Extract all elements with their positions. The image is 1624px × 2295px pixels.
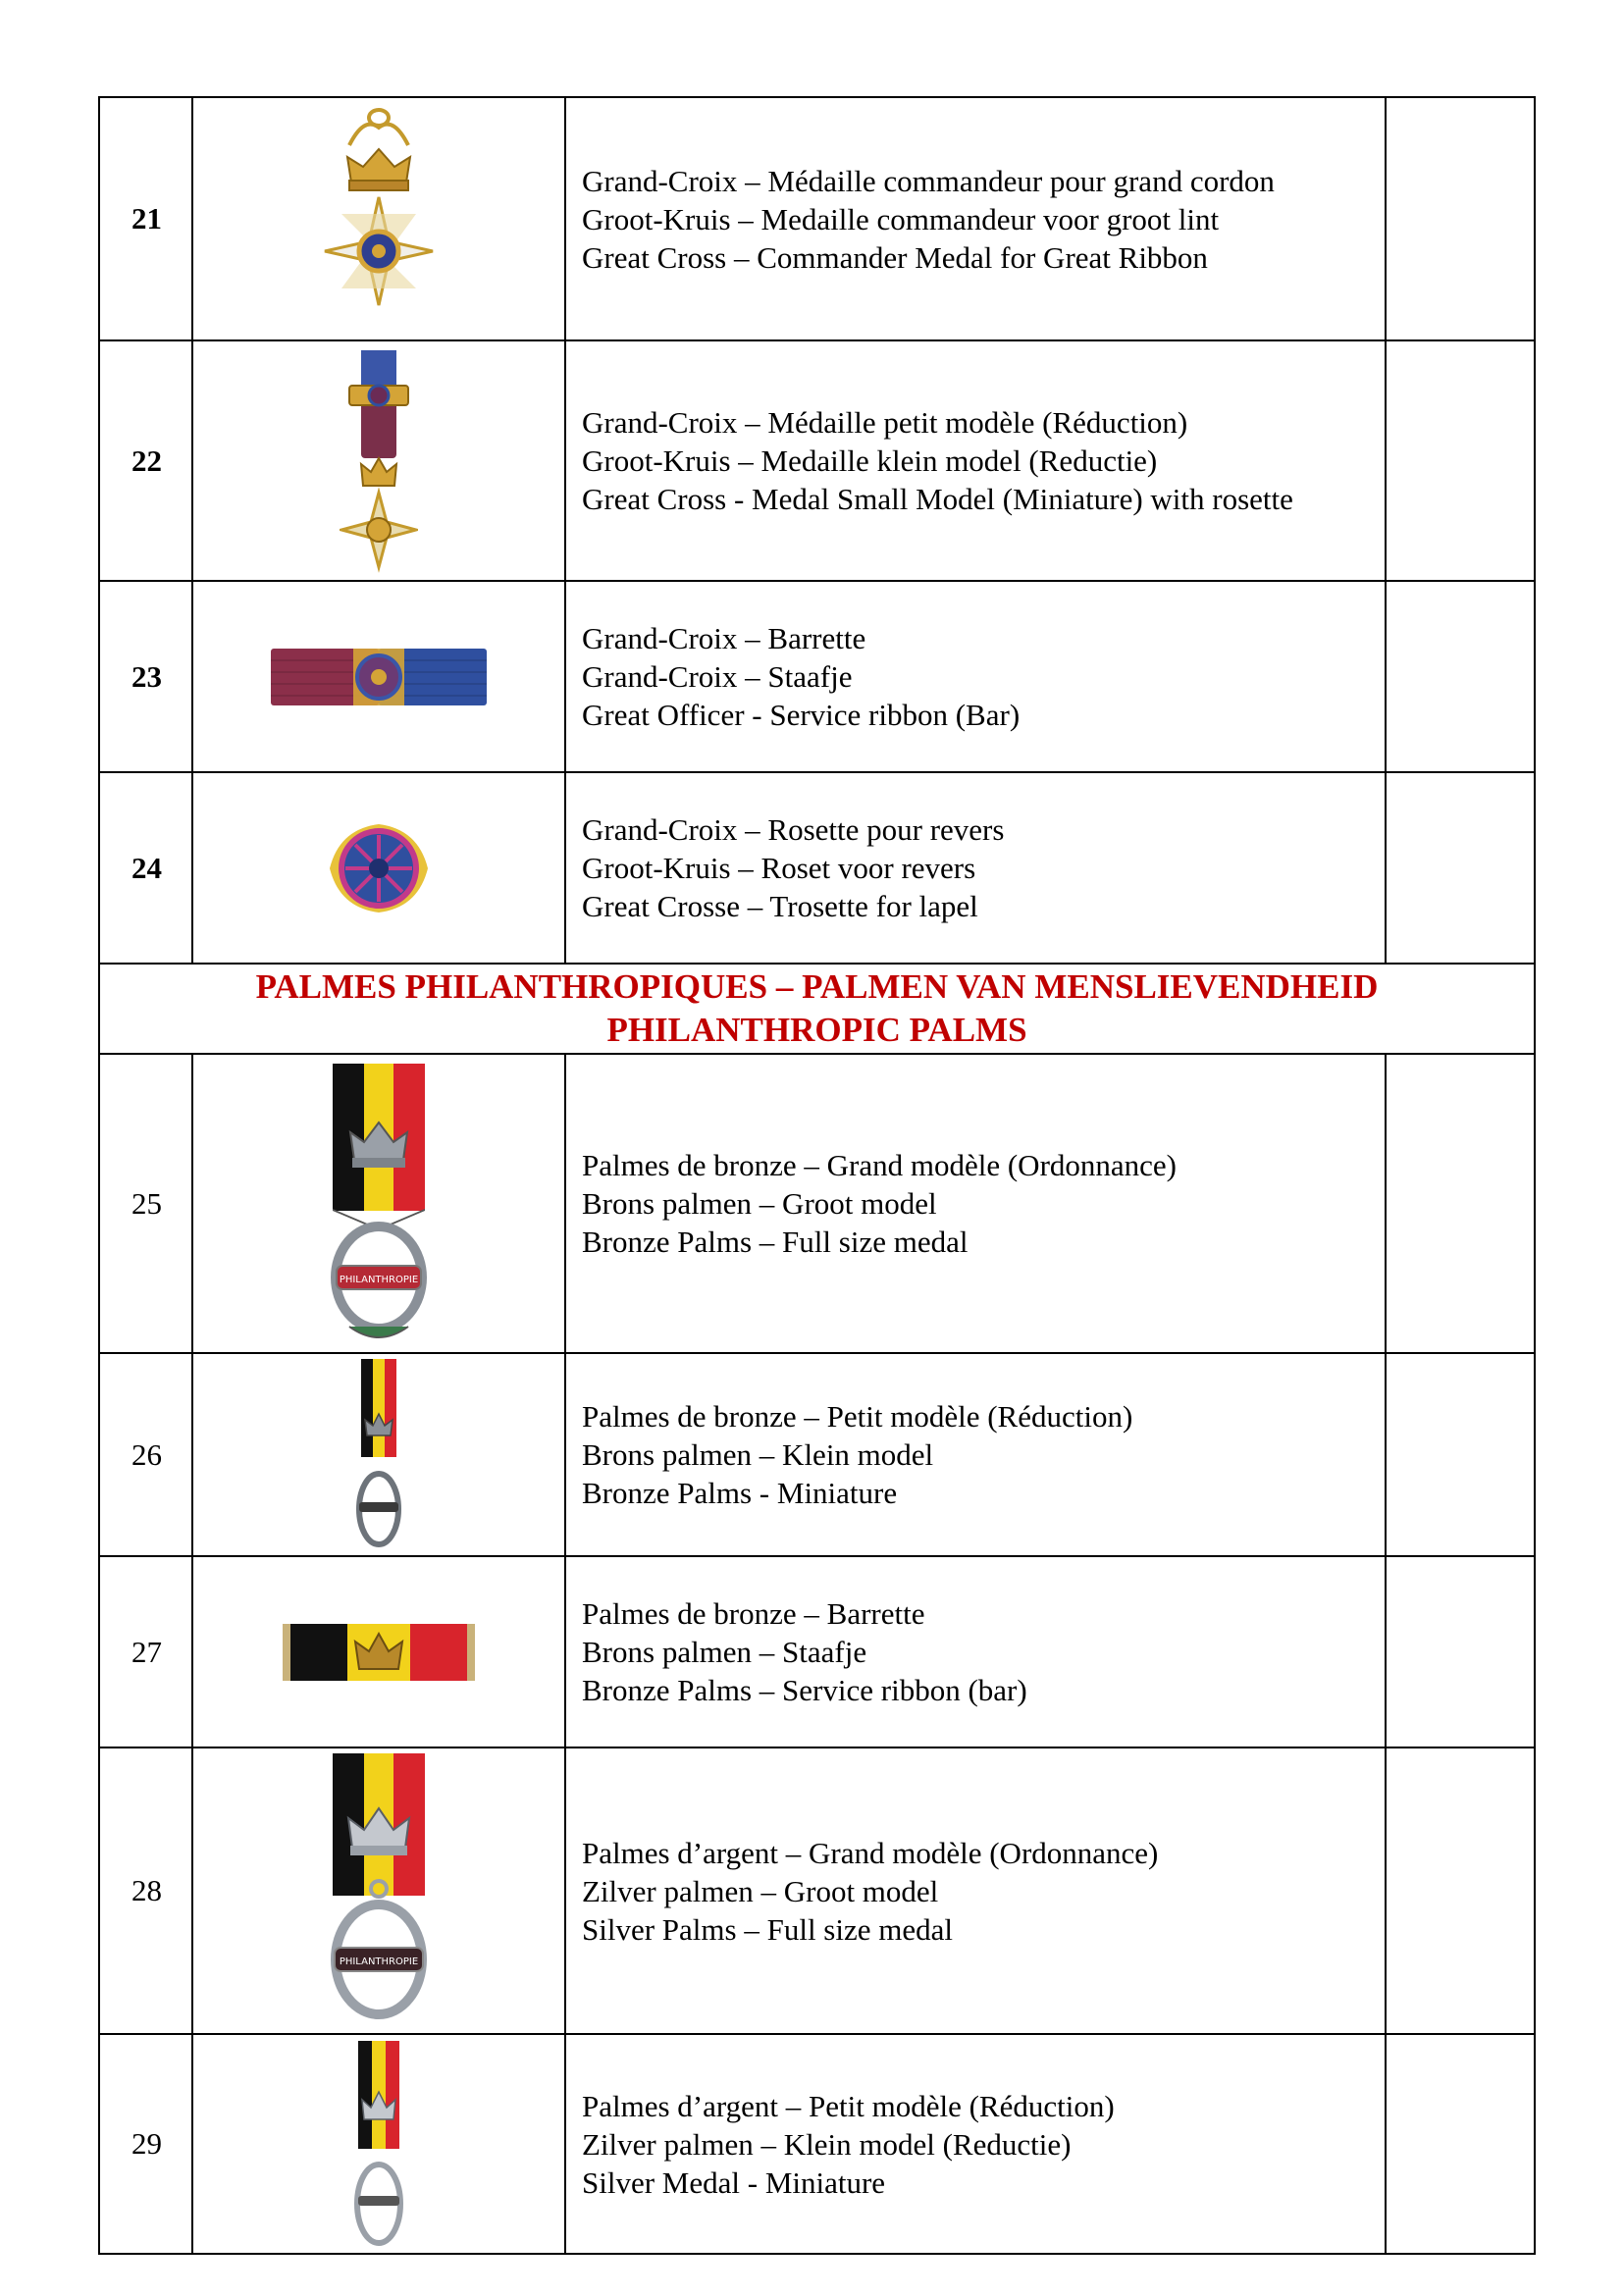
empty-cell [1387, 1748, 1534, 2033]
row-number: 26 [100, 1354, 193, 1555]
row-number: 23 [100, 582, 193, 771]
description-nl: Groot-Kruis – Medaille commandeur voor groot lint [582, 201, 1220, 236]
row-number: 24 [100, 773, 193, 963]
table-row [100, 341, 1534, 582]
description [566, 1748, 1387, 2033]
description [566, 2035, 1387, 2253]
bronze-palms-full-size-medal-icon [193, 1055, 566, 1352]
description-fr: Grand-Croix – Médaille petit modèle (Réduction) [582, 405, 1188, 440]
description-fr: Palmes d’argent – Petit modèle (Réduction) [582, 2088, 1115, 2123]
description-nl: Groot-Kruis – Medaille klein model (Reductie) [582, 443, 1158, 478]
empty-cell [1387, 773, 1534, 963]
row-number: 27 [100, 1557, 193, 1747]
description-nl: Brons palmen – Staafje [582, 1635, 867, 1669]
table-row [100, 773, 1534, 965]
section-heading-line2: PHILANTHROPIC PALMS [606, 1011, 1027, 1049]
description-en: Bronze Palms – Service ribbon (bar) [582, 1673, 1027, 1707]
table-row [100, 98, 1534, 341]
table-row [100, 2035, 1534, 2253]
description [566, 98, 1387, 339]
grand-cross-lapel-rosette-icon [193, 773, 566, 963]
description [566, 341, 1387, 580]
description-fr: Grand-Croix – Médaille commandeur pour grand cordon [582, 163, 1275, 198]
empty-cell [1387, 1354, 1534, 1555]
description [566, 1557, 1387, 1747]
empty-cell [1387, 2035, 1534, 2253]
section-heading [100, 965, 1534, 1055]
empty-cell [1387, 98, 1534, 339]
description-nl: Groot-Kruis – Roset voor revers [582, 851, 976, 885]
grand-cross-ribbon-bar-icon [193, 582, 566, 771]
description-nl: Zilver palmen – Groot model [582, 1873, 939, 1908]
row-number: 25 [100, 1055, 193, 1352]
silver-palms-miniature-medal-icon [193, 2035, 566, 2253]
section-heading-line1: PALMES PHILANTHROPIQUES – PALMEN VAN MENSLIEVENDHEID [255, 967, 1379, 1006]
description-fr: Palmes de bronze – Barrette [582, 1596, 925, 1631]
description-fr: Palmes de bronze – Petit modèle (Réduction) [582, 1399, 1133, 1434]
description [566, 1354, 1387, 1555]
description-en: Silver Palms – Full size medal [582, 1911, 953, 1947]
description-nl: Zilver palmen – Klein model (Reductie) [582, 2126, 1072, 2162]
empty-cell [1387, 1055, 1534, 1352]
table-row [100, 582, 1534, 773]
table-row [100, 1557, 1534, 1748]
description-fr: Grand-Croix – Barrette [582, 621, 866, 655]
empty-cell [1387, 1557, 1534, 1747]
description-nl: Brons palmen – Klein model [582, 1437, 934, 1472]
grand-cross-miniature-medal-icon [193, 341, 566, 580]
description-en: Great Crosse – Trosette for lapel [582, 889, 978, 923]
silver-palms-full-size-medal-icon [193, 1748, 566, 2033]
table-row [100, 1055, 1534, 1354]
row-number: 28 [100, 1748, 193, 2033]
description-en: Silver Medal - Miniature [582, 2165, 886, 2200]
empty-cell [1387, 582, 1534, 771]
description-nl: Brons palmen – Groot model [582, 1186, 937, 1221]
plaque-text: PHILANTHROPIE [339, 1956, 419, 1967]
bronze-palms-ribbon-bar-icon [193, 1557, 566, 1747]
description-fr: Palmes de bronze – Grand modèle (Ordonnance) [582, 1148, 1177, 1182]
empty-cell [1387, 341, 1534, 580]
plaque-text: PHILANTHROPIE [339, 1274, 419, 1285]
description-en: Great Cross – Commander Medal for Great Ribbon [582, 239, 1208, 275]
description-nl: Grand-Croix – Staafje [582, 659, 853, 694]
grand-cross-commander-medal-icon [193, 98, 566, 339]
description-en: Bronze Palms - Miniature [582, 1476, 898, 1510]
medals-table [98, 96, 1536, 2255]
table-row [100, 1748, 1534, 2035]
row-number: 21 [100, 98, 193, 339]
description [566, 1055, 1387, 1352]
description [566, 582, 1387, 771]
row-number: 22 [100, 341, 193, 580]
description-fr: Grand-Croix – Rosette pour revers [582, 812, 1005, 847]
description-en: Bronze Palms – Full size medal [582, 1225, 969, 1259]
table-row [100, 1354, 1534, 1557]
description-fr: Palmes d’argent – Grand modèle (Ordonnance) [582, 1835, 1159, 1870]
description [566, 773, 1387, 963]
description-en: Great Officer - Service ribbon (Bar) [582, 698, 1021, 732]
description-en: Great Cross - Medal Small Model (Miniature) with rosette [582, 482, 1293, 516]
bronze-palms-miniature-medal-icon [193, 1354, 566, 1555]
row-number: 29 [100, 2035, 193, 2253]
